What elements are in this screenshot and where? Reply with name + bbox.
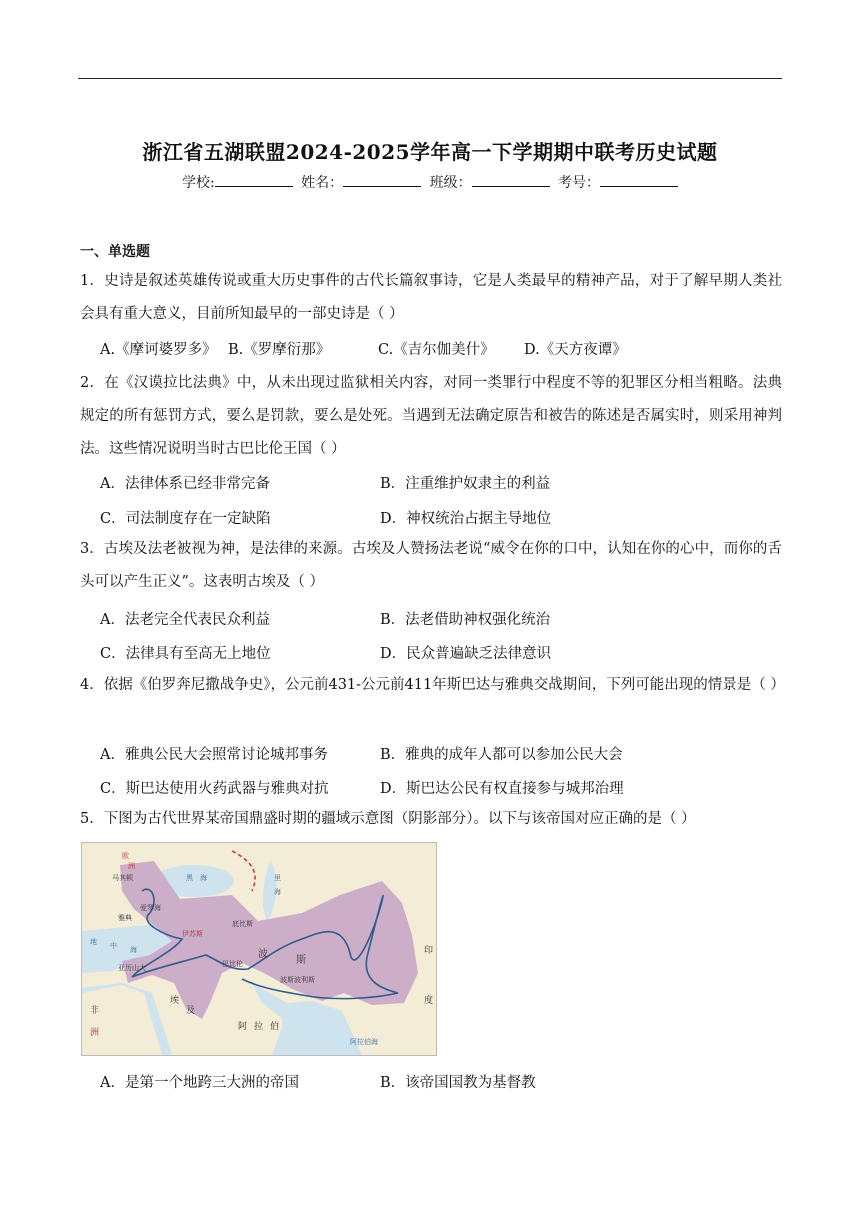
map-label: 拉 bbox=[254, 1022, 264, 1032]
question-3-stem: 3．古埃及法老被视为神，是法律的来源。古埃及人赞扬法老说“威令在你的口中，认知在你的心中，而你的舌头可以产生正义”。这表明古埃及（ ） bbox=[80, 541, 782, 590]
map-label: 洲 bbox=[128, 862, 135, 870]
option-a: A．雅典公民大会照常讨论城邦事务 bbox=[100, 747, 328, 763]
page-title: 浙江省五湖联盟2024-2025学年高一下学期期中联考历史试题 bbox=[142, 140, 718, 164]
map-label: 阿 bbox=[238, 1022, 248, 1032]
map-label: 马其顿 bbox=[112, 874, 133, 882]
option-c: C.《吉尔伽美什》 bbox=[378, 342, 495, 358]
map-label: 非 bbox=[90, 1006, 100, 1016]
option-b: B．雅典的成年人都可以参加公民大会 bbox=[380, 747, 623, 763]
map-label: 斯 bbox=[296, 955, 306, 966]
option-a: A.《摩诃婆罗多》 bbox=[100, 342, 217, 358]
map-label: 阿拉伯海 bbox=[350, 1038, 378, 1046]
map-label: 伊苏斯 bbox=[182, 930, 203, 938]
option-c: C．司法制度存在一定缺陷 bbox=[100, 511, 271, 527]
map-label: 里 bbox=[274, 874, 281, 882]
option-a: A．是第一个地跨三大洲的帝国 bbox=[100, 1075, 299, 1091]
option-b: B.《罗摩衍那》 bbox=[228, 342, 331, 358]
map-label: 海 bbox=[274, 888, 281, 896]
question-1-stem: 1．史诗是叙述英雄传说或重大历史事件的古代长篇叙事诗，它是人类最早的精神产品，对于了解早期人类社会具有重大意义，目前所知最早的一部史诗是（ ） bbox=[80, 273, 782, 322]
map-label: 中 bbox=[110, 942, 117, 950]
option-c: C．斯巴达使用火药武器与雅典对抗 bbox=[100, 781, 329, 797]
name-blank bbox=[343, 174, 421, 187]
question-2-stem: 2．在《汉谟拉比法典》中，从未出现过监狱相关内容，对同一类罪行中程度不等的犯罪区分相当粗略。法典规定的所有惩罚方式，要么是罚款，要么是处死。当遇到无法确定原告和被告的陈述是否属实时，则采用神判法。这些情况说明当时古巴比伦王国（ ） bbox=[80, 375, 782, 457]
map-label: 底比斯 bbox=[232, 920, 253, 928]
empire-territory-map bbox=[81, 842, 437, 1056]
question-5-stem: 5．下图为古代世界某帝国鼎盛时期的疆域示意图（阴影部分）。以下与该帝国对应正确的是（ ） bbox=[80, 811, 696, 827]
exam-number-blank bbox=[600, 174, 678, 187]
option-b: B．该帝国国教为基督教 bbox=[380, 1075, 536, 1091]
map-label: 爱琴海 bbox=[140, 904, 161, 912]
map-label: 巴比伦 bbox=[222, 960, 243, 968]
option-b: B．注重维护奴隶主的利益 bbox=[380, 476, 551, 492]
option-d: D．神权统治占据主导地位 bbox=[380, 511, 552, 527]
map-label: 印 bbox=[424, 946, 434, 956]
map-label: 及 bbox=[186, 1006, 196, 1016]
map-label: 雅典 bbox=[118, 914, 132, 922]
map-label: 亚历山大 bbox=[118, 964, 146, 972]
map-label: 海 bbox=[200, 874, 207, 882]
option-a: A．法律体系已经非常完备 bbox=[100, 476, 270, 492]
map-label: 度 bbox=[424, 996, 434, 1006]
option-d: D．民众普遍缺乏法律意识 bbox=[380, 646, 552, 662]
section-heading: 一、单选题 bbox=[80, 244, 150, 260]
option-c: C．法律具有至高无上地位 bbox=[100, 646, 271, 662]
class-blank bbox=[472, 174, 550, 187]
map-label: 地 bbox=[90, 938, 97, 946]
map-label: 洲 bbox=[90, 1028, 100, 1038]
option-d: D．斯巴达公民有权直接参与城邦治理 bbox=[380, 781, 624, 797]
map-label: 海 bbox=[130, 946, 137, 954]
top-rule bbox=[78, 78, 782, 79]
option-d: D.《天方夜谭》 bbox=[524, 342, 627, 358]
option-b: B．法老借助神权强化统治 bbox=[380, 612, 551, 628]
map-label: 黑 bbox=[186, 874, 193, 882]
map-label: 欧 bbox=[122, 852, 129, 860]
map-label: 埃 bbox=[170, 996, 180, 1006]
student-info-line bbox=[0, 172, 860, 192]
map-label: 波 bbox=[258, 949, 268, 960]
option-a: A．法老完全代表民众利益 bbox=[100, 612, 270, 628]
map-label: 波斯波利斯 bbox=[280, 976, 315, 984]
question-4-stem: 4．依据《伯罗奔尼撒战争史》，公元前431-公元前411年斯巴达与雅典交战期间，下列可能出现的情景是（ ） bbox=[80, 677, 785, 693]
school-label: 学校: bbox=[181, 175, 215, 191]
class-label: 班级： bbox=[429, 175, 472, 191]
name-label: 姓名： bbox=[301, 175, 344, 191]
school-blank bbox=[215, 174, 293, 187]
map-label: 伯 bbox=[270, 1022, 280, 1032]
exam-number-label: 考号： bbox=[558, 175, 601, 191]
